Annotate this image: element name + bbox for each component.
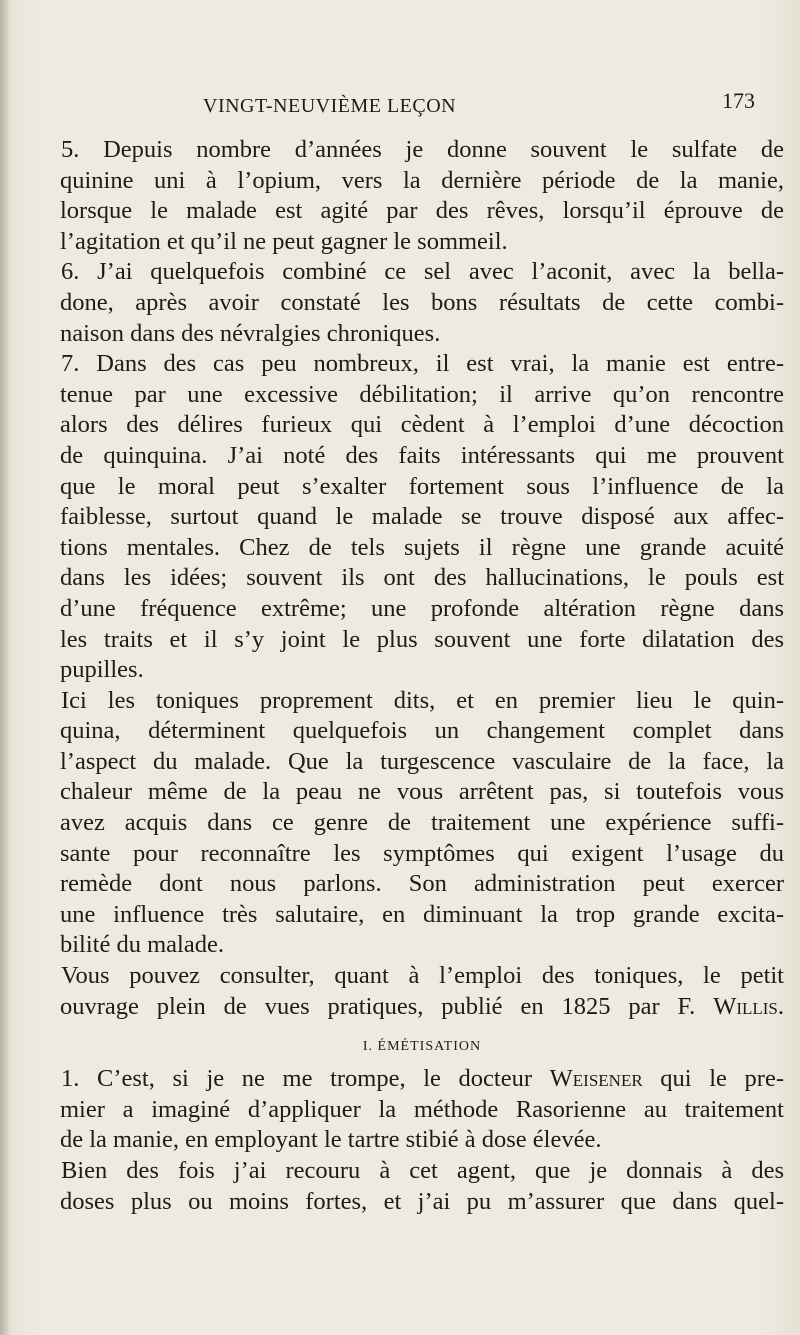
text-line: Bien des fois j’ai recouru à cet agent, que je donnais à des [61, 1157, 784, 1184]
text-line: sante pour reconnaître les symptômes qui exigent l’usage du [60, 839, 784, 867]
text-line: faiblesse, surtout quand le malade se trouve disposé aux affec- [60, 503, 784, 531]
text-line: done, après avoir constaté les bons résultats de cette combi- [60, 288, 784, 316]
text-span: ouvrage plein de vues pratiques, publié en 1825 par F. [60, 992, 714, 1020]
text-line: que le moral peut s’exalter fortement sous l’influence de la [60, 472, 784, 500]
running-head: VINGT-NEUVIÈME LEÇON [203, 95, 457, 117]
text-line: de quinquina. J’ai noté des faits intéressants qui me prouvent [60, 441, 784, 469]
section-title: I. ÉMÉTISATION [362, 1039, 482, 1055]
author-name: Weisener [549, 1065, 643, 1093]
text-line: pupilles. [60, 656, 144, 684]
text-line: quina, déterminent quelquefois un changement complet dans [60, 717, 784, 745]
text-line: dans les idées; souvent ils ont des hallucinations, le pouls est [60, 564, 784, 592]
paragraph-5 [60, 135, 784, 257]
text-line: lorsque le malade est agité par des rêves, lorsqu’il éprouve de [60, 197, 784, 225]
paragraph-11 [60, 1156, 784, 1217]
text-line: l’agitation et qu’il ne peut gagner le sommeil. [60, 227, 508, 255]
text-line: une influence très salutaire, en diminuant la trop grande excita- [60, 900, 784, 928]
text-line [60, 992, 784, 1023]
text-line: Vous pouvez consulter, quant à l’emploi des toniques, le petit [61, 962, 784, 990]
paragraph-7 [60, 349, 784, 686]
text-line: remède dont nous parlons. Son administration peut exercer [60, 870, 784, 898]
paragraph-9 [60, 961, 784, 1022]
body-text [60, 135, 784, 1217]
page-number: 173 [722, 88, 755, 113]
paragraph-6 [60, 257, 784, 349]
text-span: 1. C’est, si je ne me trompe, le docteur [61, 1065, 550, 1093]
binding-shadow [0, 0, 10, 1335]
text-line: tenue par une excessive débilitation; il arrive qu’on rencontre [60, 380, 784, 408]
text-line: tions mentales. Chez de tels sujets il règne une grande acuité [60, 533, 784, 561]
text-line: doses plus ou moins fortes, et j’ai pu m’assurer que dans quel- [60, 1187, 784, 1215]
text-line: d’une fréquence extrême; une profonde altération règne dans [60, 594, 784, 622]
text-line: bilité du malade. [60, 931, 224, 959]
text-line: 6. J’ai quelquefois combiné ce sel avec l’aconit, avec la bella- [61, 258, 784, 286]
text-line: 5. Depuis nombre d’années je donne souvent le sulfate de [61, 136, 784, 163]
text-line [60, 1064, 784, 1095]
text-span: . [777, 992, 784, 1020]
text-line: avez acquis dans ce genre de traitement une expérience suffi- [60, 809, 784, 837]
text-span: qui le pre- [642, 1065, 784, 1093]
text-line: naison dans des névralgies chroniques. [60, 319, 441, 347]
paragraph-10 [60, 1064, 784, 1156]
text-line: mier a imaginé d’appliquer la méthode Rasorienne au traitement [60, 1095, 784, 1123]
text-line: Ici les toniques proprement dits, et en premier lieu le quin- [61, 686, 784, 714]
paragraph-8 [60, 686, 784, 961]
text-line: de la manie, en employant le tartre stibié à dose élevée. [60, 1126, 602, 1154]
author-name: Willis [713, 992, 778, 1020]
text-line: alors des délires furieux qui cèdent à l’emploi d’une décoction [60, 411, 784, 439]
text-line: les traits et il s’y joint le plus souvent une forte dilatation des [60, 625, 784, 653]
text-line: l’aspect du malade. Que la turgescence vasculaire de la face, la [60, 747, 784, 775]
text-line: 7. Dans des cas peu nombreux, il est vrai, la manie est entre- [61, 350, 784, 378]
text-line: chaleur même de la peau ne vous arrêtent pas, si toutefois vous [60, 778, 784, 806]
text-line: quinine uni à l’opium, vers la dernière période de la manie, [60, 166, 784, 194]
